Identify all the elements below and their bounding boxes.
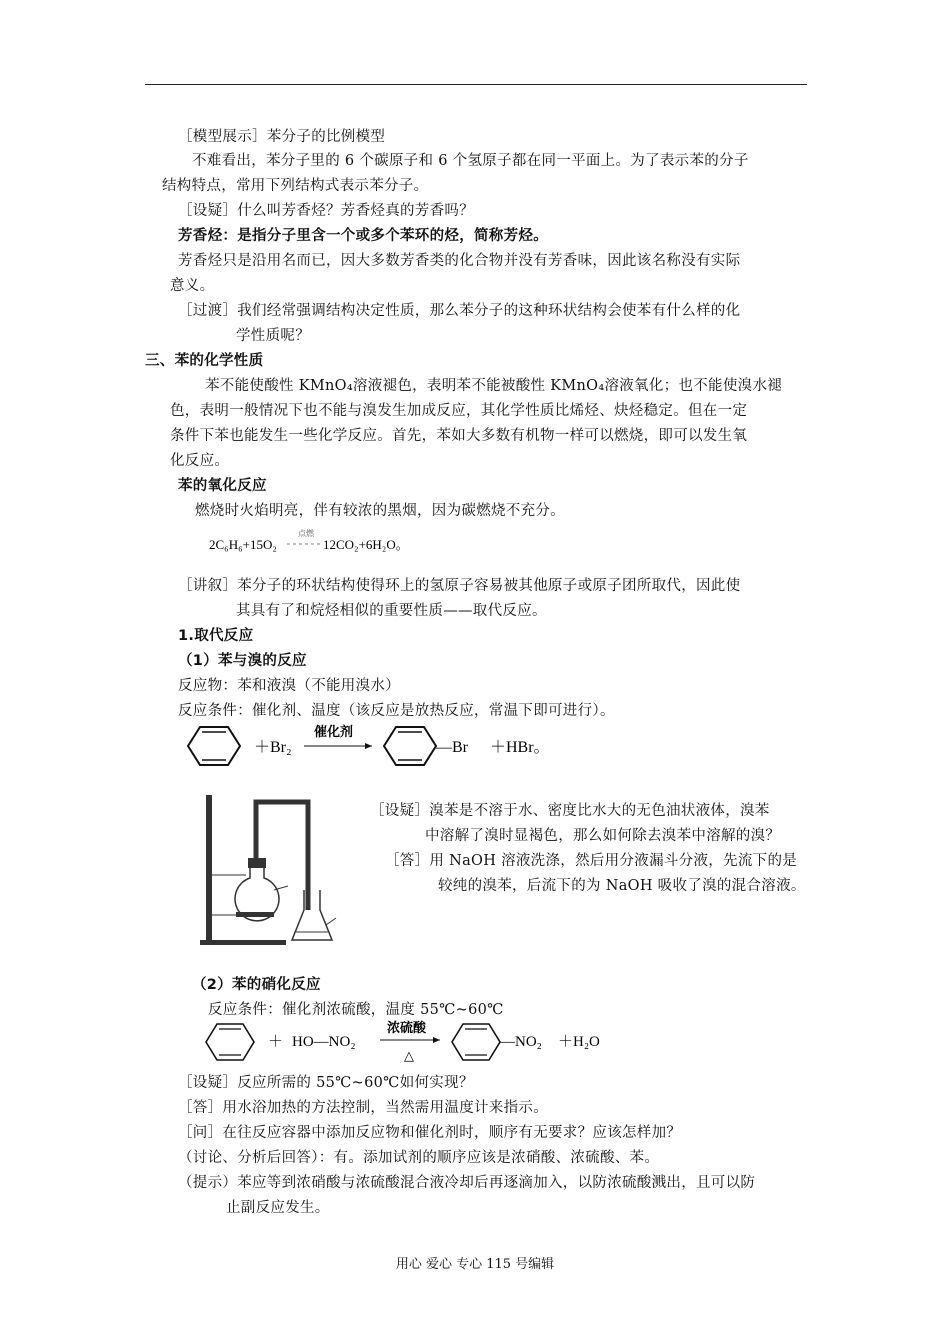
text-line: 学性质呢？ bbox=[236, 328, 310, 344]
plus-sign: ＋ bbox=[268, 1034, 284, 1050]
plus-water: ＋H₂O bbox=[558, 1034, 600, 1050]
subheading: （2）苯的硝化反应 bbox=[192, 977, 321, 993]
plus-hbr: ＋HBr。 bbox=[490, 739, 550, 756]
subheading: 苯的氧化反应 bbox=[178, 478, 267, 494]
text-line: 其具有了和烷烃相似的重要性质——取代反应。 bbox=[236, 603, 547, 619]
text-line: 止副反应发生。 bbox=[226, 1200, 330, 1216]
text-line: 反应条件：催化剂、温度（该反应是放热反应，常温下即可进行）。 bbox=[178, 703, 615, 719]
benzene-ring-icon bbox=[384, 727, 436, 765]
text-line: ［答］用水浴加热的方法控制，当然需用温度计来指示。 bbox=[178, 1100, 548, 1116]
text-line: ［讲叙］苯分子的环状结构使得环上的氢原子容易被其他原子或原子团所取代，因此使 bbox=[178, 578, 741, 594]
text-line: ［设疑］溴苯是不溶于水、密度比水大的无色油状液体，溴苯 bbox=[370, 803, 770, 819]
text-line: ［答］用 NaOH 溶液洗涤，然后用分液漏斗分液，先流下的是 bbox=[385, 853, 798, 869]
text-line: 条件下苯也能发生一些化学反应。首先，苯如大多数有机物一样可以燃烧，即可以发生氧 bbox=[170, 428, 748, 444]
text-line: ［问］在往反应容器中添加反应物和催化剂时，顺序有无要求？应该怎样加？ bbox=[178, 1125, 682, 1141]
benzene-ring-icon bbox=[452, 1024, 500, 1060]
text-line: 芳香烃只是沿用名而已，因大多数芳香类的化合物并没有芳香味，因此该名称没有实际 bbox=[178, 253, 741, 269]
text-line: （提示）苯应等到浓硝酸与浓硫酸混合液冷却后再逐滴加入，以防浓硫酸溅出，且可以防 bbox=[178, 1175, 756, 1191]
plus-br2: ＋Br₂ bbox=[254, 739, 292, 756]
text-line: 反应物：苯和液溴（不能用溴水） bbox=[178, 678, 400, 694]
bromination-equation bbox=[182, 722, 582, 770]
subheading: 1.取代反应 bbox=[178, 628, 254, 644]
text-line: ［模型展示］苯分子的比例模型 bbox=[178, 129, 386, 145]
catalyst-label: 催化剂 bbox=[314, 724, 354, 739]
combustion-equation bbox=[205, 524, 445, 558]
text-line: 燃烧时火焰明亮，伴有较浓的黑烟，因为碳燃烧不充分。 bbox=[195, 503, 565, 519]
br-substituent: —Br bbox=[436, 739, 468, 756]
combustion-lhs: 2C₆H₆+15O₂ bbox=[209, 537, 277, 552]
heat-symbol: △ bbox=[404, 1048, 414, 1063]
combustion-rhs: 12CO₂+6H₂O。 bbox=[323, 537, 409, 552]
text-line: 较纯的溴苯，后流下的为 NaOH 吸收了溴的混合溶液。 bbox=[438, 878, 806, 894]
text-line: ［设疑］反应所需的 55℃~60℃如何实现？ bbox=[178, 1075, 474, 1091]
text-line: ［过渡］我们经常强调结构决定性质，那么苯分子的这种环状结构会使苯有什么样的化 bbox=[178, 303, 741, 319]
benzene-ring-icon bbox=[188, 727, 240, 765]
text-line: 意义。 bbox=[170, 278, 215, 294]
section-heading: 三、苯的化学性质 bbox=[145, 353, 264, 369]
text-line: 结构特点，常用下列结构式表示苯分子。 bbox=[162, 178, 429, 194]
combustion-condition: 点燃 bbox=[298, 529, 314, 538]
header-rule bbox=[145, 84, 807, 85]
text-line: 化反应。 bbox=[170, 453, 230, 469]
subheading: （1）苯与溴的反应 bbox=[178, 653, 307, 669]
no2-substituent: —NO₂ bbox=[500, 1034, 542, 1050]
benzene-ring-icon bbox=[206, 1024, 254, 1060]
page-footer: 用心 爱心 专心 115 号编辑 bbox=[395, 1257, 555, 1272]
nitration-equation bbox=[200, 1018, 620, 1066]
nitric-acid: HO—NO₂ bbox=[292, 1034, 356, 1050]
bromobenzene-apparatus-diagram bbox=[196, 790, 356, 960]
text-line: 不难看出，苯分子里的 6 个碳原子和 6 个氢原子都在同一平面上。为了表示苯的分子 bbox=[192, 153, 749, 169]
text-line: 反应条件：催化剂浓硫酸，温度 55℃~60℃ bbox=[208, 1002, 504, 1018]
text-line: ［设疑］什么叫芳香烃？芳香烃真的芳香吗？ bbox=[178, 203, 474, 219]
text-line: （讨论、分析后回答）：有。添加试剂的顺序应该是浓硝酸、浓硫酸、苯。 bbox=[178, 1150, 660, 1166]
definition-line: 芳香烃：是指分子里含一个或多个苯环的烃，简称芳烃。 bbox=[178, 228, 548, 244]
text-line: 色，表明一般情况下也不能与溴发生加成反应，其化学性质比烯烃、炔烃稳定。但在一定 bbox=[170, 403, 748, 419]
text-line: 中溶解了溴时显褐色，那么如何除去溴苯中溶解的溴？ bbox=[425, 828, 781, 844]
text-line: 苯不能使酸性 KMnO₄溶液褪色，表明苯不能被酸性 KMnO₄溶液氧化；也不能使溴水褪 bbox=[205, 378, 783, 394]
catalyst-label: 浓硫酸 bbox=[387, 1020, 427, 1035]
